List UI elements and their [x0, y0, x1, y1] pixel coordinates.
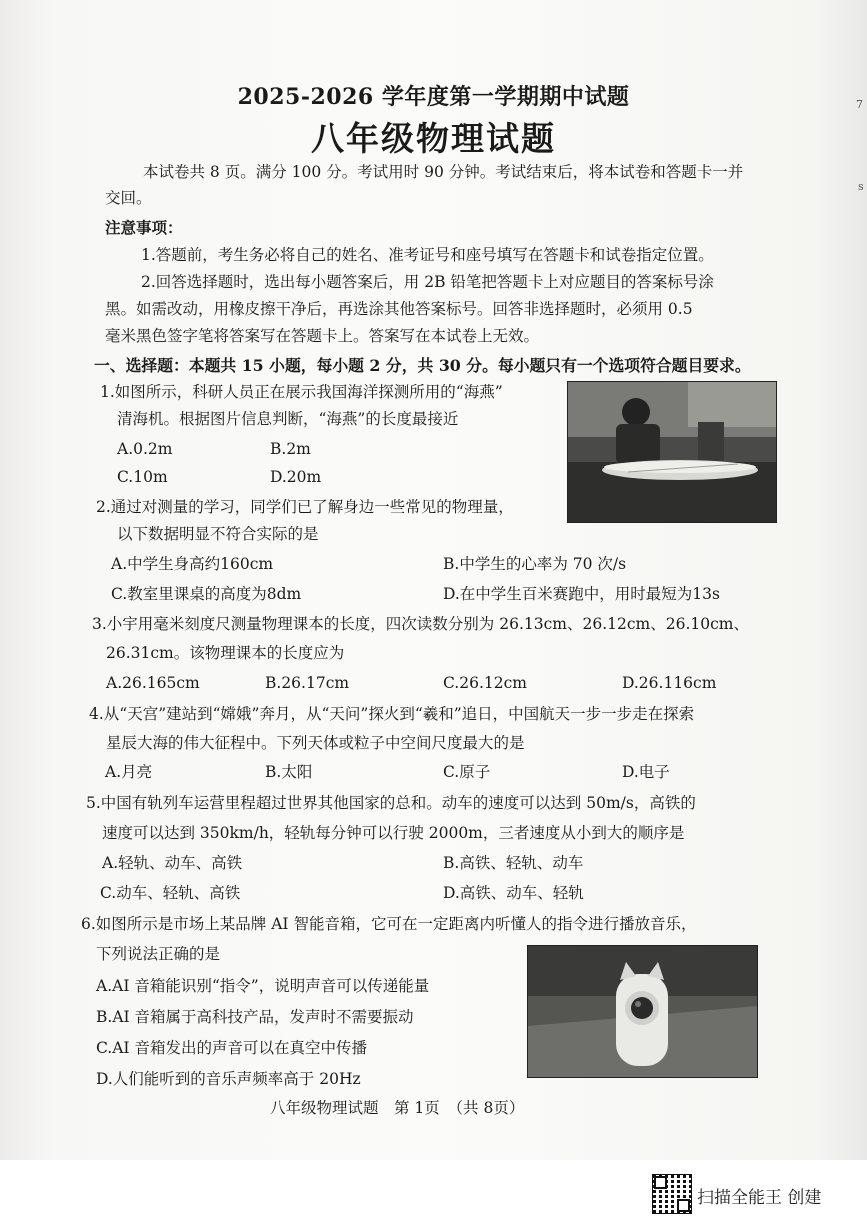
option-d: D.20m: [270, 468, 322, 486]
question-stem: 清海机。根据图片信息判断，“海燕”的长度最接近: [117, 410, 459, 428]
note-item: 1.答题前，考生务必将自己的姓名、准考证号和座号填写在答题卡和试卷指定位置。: [141, 246, 714, 264]
question-stem: 速度可以达到 350km/h，轻轨每分钟可以行驶 2000m，三者速度从小到大的顺序是: [102, 824, 685, 842]
question-stem: 以下数据明显不符合实际的是: [117, 525, 319, 543]
ocean-glider-photo: [567, 381, 777, 523]
option-b: B.高铁、轻轨、动车: [443, 854, 584, 872]
note-item: 黑。如需改动，用橡皮擦干净后，再选涂其他答案标号。回答非选择题时，必须用 0.5: [105, 300, 693, 318]
question-stem: 星辰大海的伟大征程中。下列天体或粒子中空间尺度最大的是: [106, 734, 525, 752]
option-d: D.电子: [622, 763, 670, 781]
option-c: C.教室里课桌的高度为8dm: [111, 585, 302, 603]
option-a: A.0.2m: [117, 440, 173, 458]
question-stem: 2.通过对测量的学习，同学们已了解身边一些常见的物理量，: [96, 498, 514, 516]
option-b: B.2m: [270, 440, 311, 458]
question-stem: 4.从“天宫”建站到“嫦娥”奔月，从“天问”探火到“羲和”追日，中国航天一步一步走在探索: [89, 705, 695, 723]
question-stem: 1.如图所示，科研人员正在展示我国海洋探测所用的“海燕”: [100, 383, 503, 401]
margin-mark: s: [858, 180, 864, 193]
option-c: C.动车、轻轨、高铁: [100, 884, 241, 902]
intro-line: 本试卷共 8 页。满分 100 分。考试用时 90 分钟。考试结束后，将本试卷和答题卡一并: [143, 163, 744, 181]
section-heading: 一、选择题：本题共 15 小题，每小题 2 分，共 30 分。每小题只有一个选项符合题目要求。: [94, 356, 751, 375]
option-a: A.AI 音箱能识别“指令”，说明声音可以传递能量: [96, 977, 430, 995]
page-footer: 八年级物理试题 第 1页 （共 8页）: [270, 1099, 525, 1117]
option-c: C.原子: [443, 763, 491, 781]
option-c: C.AI 音箱发出的声音可以在真空中传播: [96, 1039, 367, 1057]
scanner-label: 扫描全能王 创建: [697, 1188, 822, 1208]
note-item: 2.回答选择题时，选出每小题答案后，用 2B 铅笔把答题卡上对应题目的答案标号涂: [141, 273, 714, 291]
option-a: A.26.165cm: [106, 674, 200, 692]
ai-speaker-photo: [527, 945, 758, 1078]
option-d: D.人们能听到的音乐声频率高于 20Hz: [96, 1070, 361, 1088]
question-stem: 3.小宇用毫米刻度尺测量物理课本的长度，四次读数分别为 26.13cm、26.12cm、26.10cm、: [92, 615, 749, 633]
intro-line: 交回。: [105, 189, 152, 207]
option-d: D.26.116cm: [622, 674, 717, 692]
option-c: C.10m: [117, 468, 168, 486]
option-a: A.月亮: [105, 763, 153, 781]
margin-mark: 7: [856, 98, 863, 111]
option-d: D.在中学生百米赛跑中，用时最短为13s: [443, 585, 720, 603]
option-c: C.26.12cm: [443, 674, 527, 692]
qr-code-icon: [652, 1174, 692, 1214]
note-item: 毫米黑色签字笔将答案写在答题卡上。答案写在本试卷上无效。: [105, 327, 540, 345]
option-b: B.AI 音箱属于高科技产品，发声时不需要振动: [96, 1008, 414, 1026]
option-a: A.轻轨、动车、高铁: [102, 854, 243, 872]
question-stem: 26.31cm。该物理课本的长度应为: [106, 644, 345, 662]
exam-title: 2025-2026 学年度第一学期期中试题: [237, 84, 630, 110]
option-b: B.中学生的心率为 70 次/s: [443, 555, 627, 573]
question-stem: 下列说法正确的是: [96, 945, 221, 963]
option-a: A.中学生身高约160cm: [111, 555, 274, 573]
question-stem: 6.如图所示是市场上某品牌 AI 智能音箱，它可在一定距离内听懂人的指令进行播放音乐，: [81, 915, 697, 933]
option-d: D.高铁、动车、轻轨: [443, 884, 584, 902]
question-stem: 5.中国有轨列车运营里程超过世界其他国家的总和。动车的速度可以达到 50m/s，高铁的: [86, 794, 696, 812]
exam-subtitle: 八年级物理试题: [311, 119, 556, 158]
option-b: B.太阳: [265, 763, 313, 781]
notes-heading: 注意事项：: [105, 218, 183, 237]
option-b: B.26.17cm: [265, 674, 350, 692]
